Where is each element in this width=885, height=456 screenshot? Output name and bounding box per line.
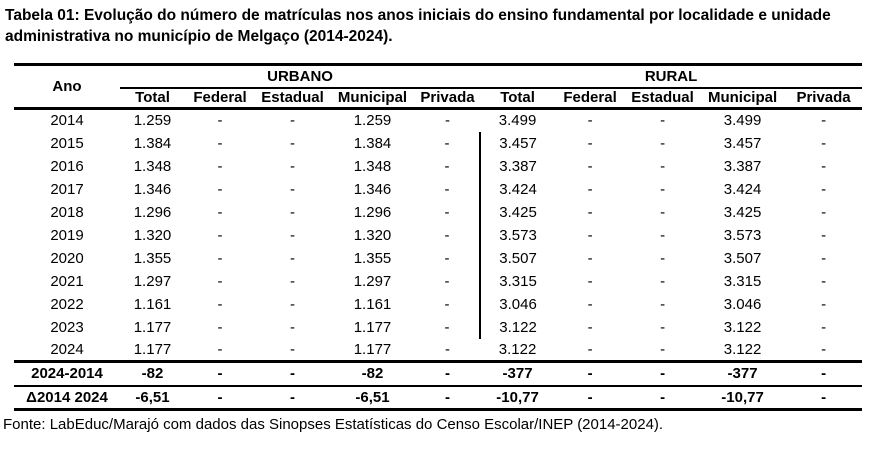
- data-cell: 1.348: [353, 157, 392, 175]
- year-cell: 2023: [50, 318, 84, 336]
- data-cell: -: [660, 134, 666, 152]
- col-header-urbano-federal: Federal: [185, 88, 255, 109]
- data-cell: -: [217, 272, 223, 290]
- data-cell: 3.573: [480, 224, 555, 247]
- data-cell: 3.046: [480, 293, 555, 316]
- data-cell: -: [217, 134, 223, 152]
- data-cell: -: [587, 295, 593, 313]
- data-cell: -: [217, 318, 223, 336]
- data-cell: 3.425: [480, 201, 555, 224]
- data-cell: 1.177: [353, 318, 392, 336]
- data-cell: -: [821, 112, 827, 130]
- summary-data-cell: -: [185, 362, 255, 386]
- data-cell: -: [290, 180, 295, 198]
- data-cell: 1.177: [133, 318, 172, 336]
- data-cell: 1.177: [120, 339, 185, 362]
- table-body: [14, 109, 862, 410]
- data-cell: -: [821, 134, 827, 152]
- summary-data-cell: -10,77: [721, 388, 764, 406]
- sub-header-row: [14, 88, 862, 109]
- data-cell: -: [821, 249, 827, 267]
- year-cell: 2018: [50, 203, 84, 221]
- table-title: Tabela 01: Evolução do número de matrículas nos anos iniciais do ensino fundamental por localidade e unidade administrativa no município de Melgaço (2014-2024).: [5, 7, 831, 45]
- summary-data-cell: -82: [330, 362, 415, 386]
- data-cell: -: [587, 318, 593, 336]
- data-cell: -: [290, 134, 295, 152]
- year-cell: 2020: [50, 249, 84, 267]
- col-group-urbano: URBANO: [120, 65, 480, 88]
- summary-data-cell: -: [290, 388, 295, 406]
- data-cell: -: [185, 339, 255, 362]
- data-cell: -: [445, 112, 451, 130]
- data-cell: -: [444, 180, 450, 198]
- data-cell: 1.259: [353, 112, 392, 130]
- data-cell: 3.499: [498, 112, 537, 130]
- table-header: [14, 65, 862, 109]
- data-cell: 3.122: [723, 318, 762, 336]
- data-cell: -: [555, 339, 625, 362]
- summary-data-cell: -: [445, 388, 451, 406]
- data-cell: -: [587, 112, 593, 130]
- col-header-ano: Ano: [14, 65, 120, 109]
- col-header-rural-federal: Federal: [555, 88, 625, 109]
- col-header-rural-privada: Privada: [785, 88, 862, 109]
- summary-row: [14, 386, 862, 410]
- col-header-rural-total: Total: [480, 88, 555, 109]
- summary-data-cell: -10,77: [496, 388, 539, 406]
- summary-row: [14, 362, 862, 386]
- data-cell: -: [415, 339, 480, 362]
- data-cell: 3.573: [723, 226, 762, 244]
- data-cell: -: [821, 318, 827, 336]
- data-cell: -: [444, 272, 450, 290]
- data-cell: -: [785, 339, 862, 362]
- col-header-urbano-privada: Privada: [415, 88, 480, 109]
- data-cell: 3.122: [700, 339, 785, 362]
- summary-data-cell: -82: [120, 362, 185, 386]
- col-header-rural-municipal: Municipal: [700, 88, 785, 109]
- col-group-rural: RURAL: [480, 65, 862, 88]
- summary-data-cell: -: [415, 362, 480, 386]
- summary-label-cell: Δ2014 2024: [26, 388, 108, 406]
- data-cell: -: [217, 226, 223, 244]
- data-cell: -: [444, 203, 450, 221]
- data-cell: -: [255, 339, 330, 362]
- data-cell: -: [290, 226, 295, 244]
- data-cell: -: [290, 295, 295, 313]
- summary-data-cell: -377: [480, 362, 555, 386]
- data-cell: -: [290, 112, 295, 130]
- data-cell: -: [217, 157, 223, 175]
- data-cell: 1.177: [330, 339, 415, 362]
- data-cell: -: [660, 295, 666, 313]
- table-row: [14, 339, 862, 362]
- data-cell: 3.424: [723, 180, 762, 198]
- year-cell: 2014: [50, 112, 84, 130]
- data-cell: -: [660, 249, 666, 267]
- data-cell: 1.161: [353, 295, 392, 313]
- col-header-urbano-total: Total: [120, 88, 185, 109]
- summary-data-cell: -: [587, 388, 593, 406]
- data-cell: -: [587, 203, 593, 221]
- data-cell: -: [444, 226, 450, 244]
- summary-data-cell: -6,51: [355, 388, 390, 406]
- data-cell: 1.384: [133, 134, 172, 152]
- year-cell: 2019: [50, 226, 84, 244]
- data-cell: -: [217, 295, 223, 313]
- data-cell: -: [587, 134, 593, 152]
- data-cell: 1.296: [133, 203, 172, 221]
- data-cell: -: [587, 226, 593, 244]
- data-cell: -: [821, 203, 827, 221]
- data-cell: 3.457: [723, 134, 762, 152]
- data-cell: -: [444, 134, 450, 152]
- table-row: [14, 178, 862, 201]
- table-row: [14, 109, 862, 132]
- data-cell: -: [290, 318, 295, 336]
- table-row: [14, 201, 862, 224]
- year-cell: 2017: [50, 180, 84, 198]
- data-cell: -: [444, 249, 450, 267]
- data-cell: 3.424: [480, 178, 555, 201]
- table-row: [14, 155, 862, 178]
- table-row: [14, 270, 862, 293]
- year-cell: 2024: [14, 339, 120, 362]
- data-cell: 3.387: [723, 157, 762, 175]
- data-cell: -: [660, 180, 666, 198]
- year-cell: 2016: [50, 157, 84, 175]
- data-cell: 1.161: [133, 295, 172, 313]
- summary-data-cell: -: [255, 362, 330, 386]
- year-cell: 2022: [50, 295, 84, 313]
- data-cell: 1.346: [133, 180, 172, 198]
- data-cell: -: [217, 203, 223, 221]
- summary-label-cell: 2024-2014: [14, 362, 120, 386]
- data-cell: -: [444, 295, 450, 313]
- summary-data-cell: -: [555, 362, 625, 386]
- table-row: [14, 247, 862, 270]
- data-cell: 3.122: [480, 316, 555, 339]
- data-cell: 3.046: [723, 295, 762, 313]
- table-row: [14, 316, 862, 339]
- data-cell: -: [660, 157, 666, 175]
- table-row: [14, 132, 862, 155]
- data-cell: -: [587, 157, 593, 175]
- data-cell: -: [290, 249, 295, 267]
- data-cell: 1.384: [353, 134, 392, 152]
- data-cell: 1.320: [353, 226, 392, 244]
- summary-data-cell: -: [821, 388, 827, 406]
- col-header-rural-estadual: Estadual: [625, 88, 700, 109]
- data-cell: 1.348: [133, 157, 172, 175]
- data-cell: -: [660, 112, 666, 130]
- data-cell: 3.387: [480, 155, 555, 178]
- data-cell: 3.425: [723, 203, 762, 221]
- data-cell: 1.320: [133, 226, 172, 244]
- data-cell: 1.297: [133, 272, 172, 290]
- data-cell: 1.297: [353, 272, 392, 290]
- data-cell: 3.499: [723, 112, 762, 130]
- summary-data-cell: -6,51: [135, 388, 170, 406]
- year-cell: 2021: [50, 272, 84, 290]
- source-note: Fonte: LabEduc/Marajó com dados das Sinopses Estatísticas do Censo Escolar/INEP (2014-2024).: [3, 416, 664, 433]
- data-cell: -: [821, 295, 827, 313]
- data-cell: -: [660, 226, 666, 244]
- data-cell: 3.122: [480, 339, 555, 362]
- data-cell: 1.346: [353, 180, 392, 198]
- data-cell: -: [217, 112, 223, 130]
- enrollment-table: [14, 63, 862, 411]
- data-cell: -: [444, 318, 450, 336]
- summary-data-cell: -: [217, 388, 223, 406]
- table-row: [14, 224, 862, 247]
- data-cell: 1.355: [133, 249, 172, 267]
- data-cell: -: [444, 157, 450, 175]
- data-cell: 1.259: [133, 112, 172, 130]
- summary-data-cell: -377: [700, 362, 785, 386]
- table-row: [14, 293, 862, 316]
- document-page: [0, 5, 885, 456]
- data-cell: -: [660, 203, 666, 221]
- data-cell: -: [821, 157, 827, 175]
- data-cell: -: [660, 318, 666, 336]
- data-cell: -: [587, 180, 593, 198]
- summary-data-cell: -: [660, 388, 666, 406]
- data-cell: 3.315: [723, 272, 762, 290]
- data-cell: 3.507: [480, 247, 555, 270]
- data-cell: 3.507: [723, 249, 762, 267]
- data-cell: -: [821, 272, 827, 290]
- data-cell: -: [587, 249, 593, 267]
- summary-data-cell: -: [625, 362, 700, 386]
- data-cell: -: [625, 339, 700, 362]
- col-header-urbano-estadual: Estadual: [255, 88, 330, 109]
- group-header-row: [14, 65, 862, 88]
- data-cell: -: [217, 249, 223, 267]
- data-cell: -: [217, 180, 223, 198]
- data-cell: -: [290, 157, 295, 175]
- data-cell: 3.315: [480, 270, 555, 293]
- data-cell: -: [660, 272, 666, 290]
- data-cell: -: [290, 203, 295, 221]
- data-cell: -: [821, 180, 827, 198]
- data-cell: -: [587, 272, 593, 290]
- data-cell: 1.296: [353, 203, 392, 221]
- summary-data-cell: -: [785, 362, 862, 386]
- data-cell: -: [821, 226, 827, 244]
- year-cell: 2015: [50, 134, 84, 152]
- col-header-urbano-municipal: Municipal: [330, 88, 415, 109]
- data-cell: 1.355: [353, 249, 392, 267]
- data-cell: 3.457: [480, 132, 555, 155]
- data-cell: -: [290, 272, 295, 290]
